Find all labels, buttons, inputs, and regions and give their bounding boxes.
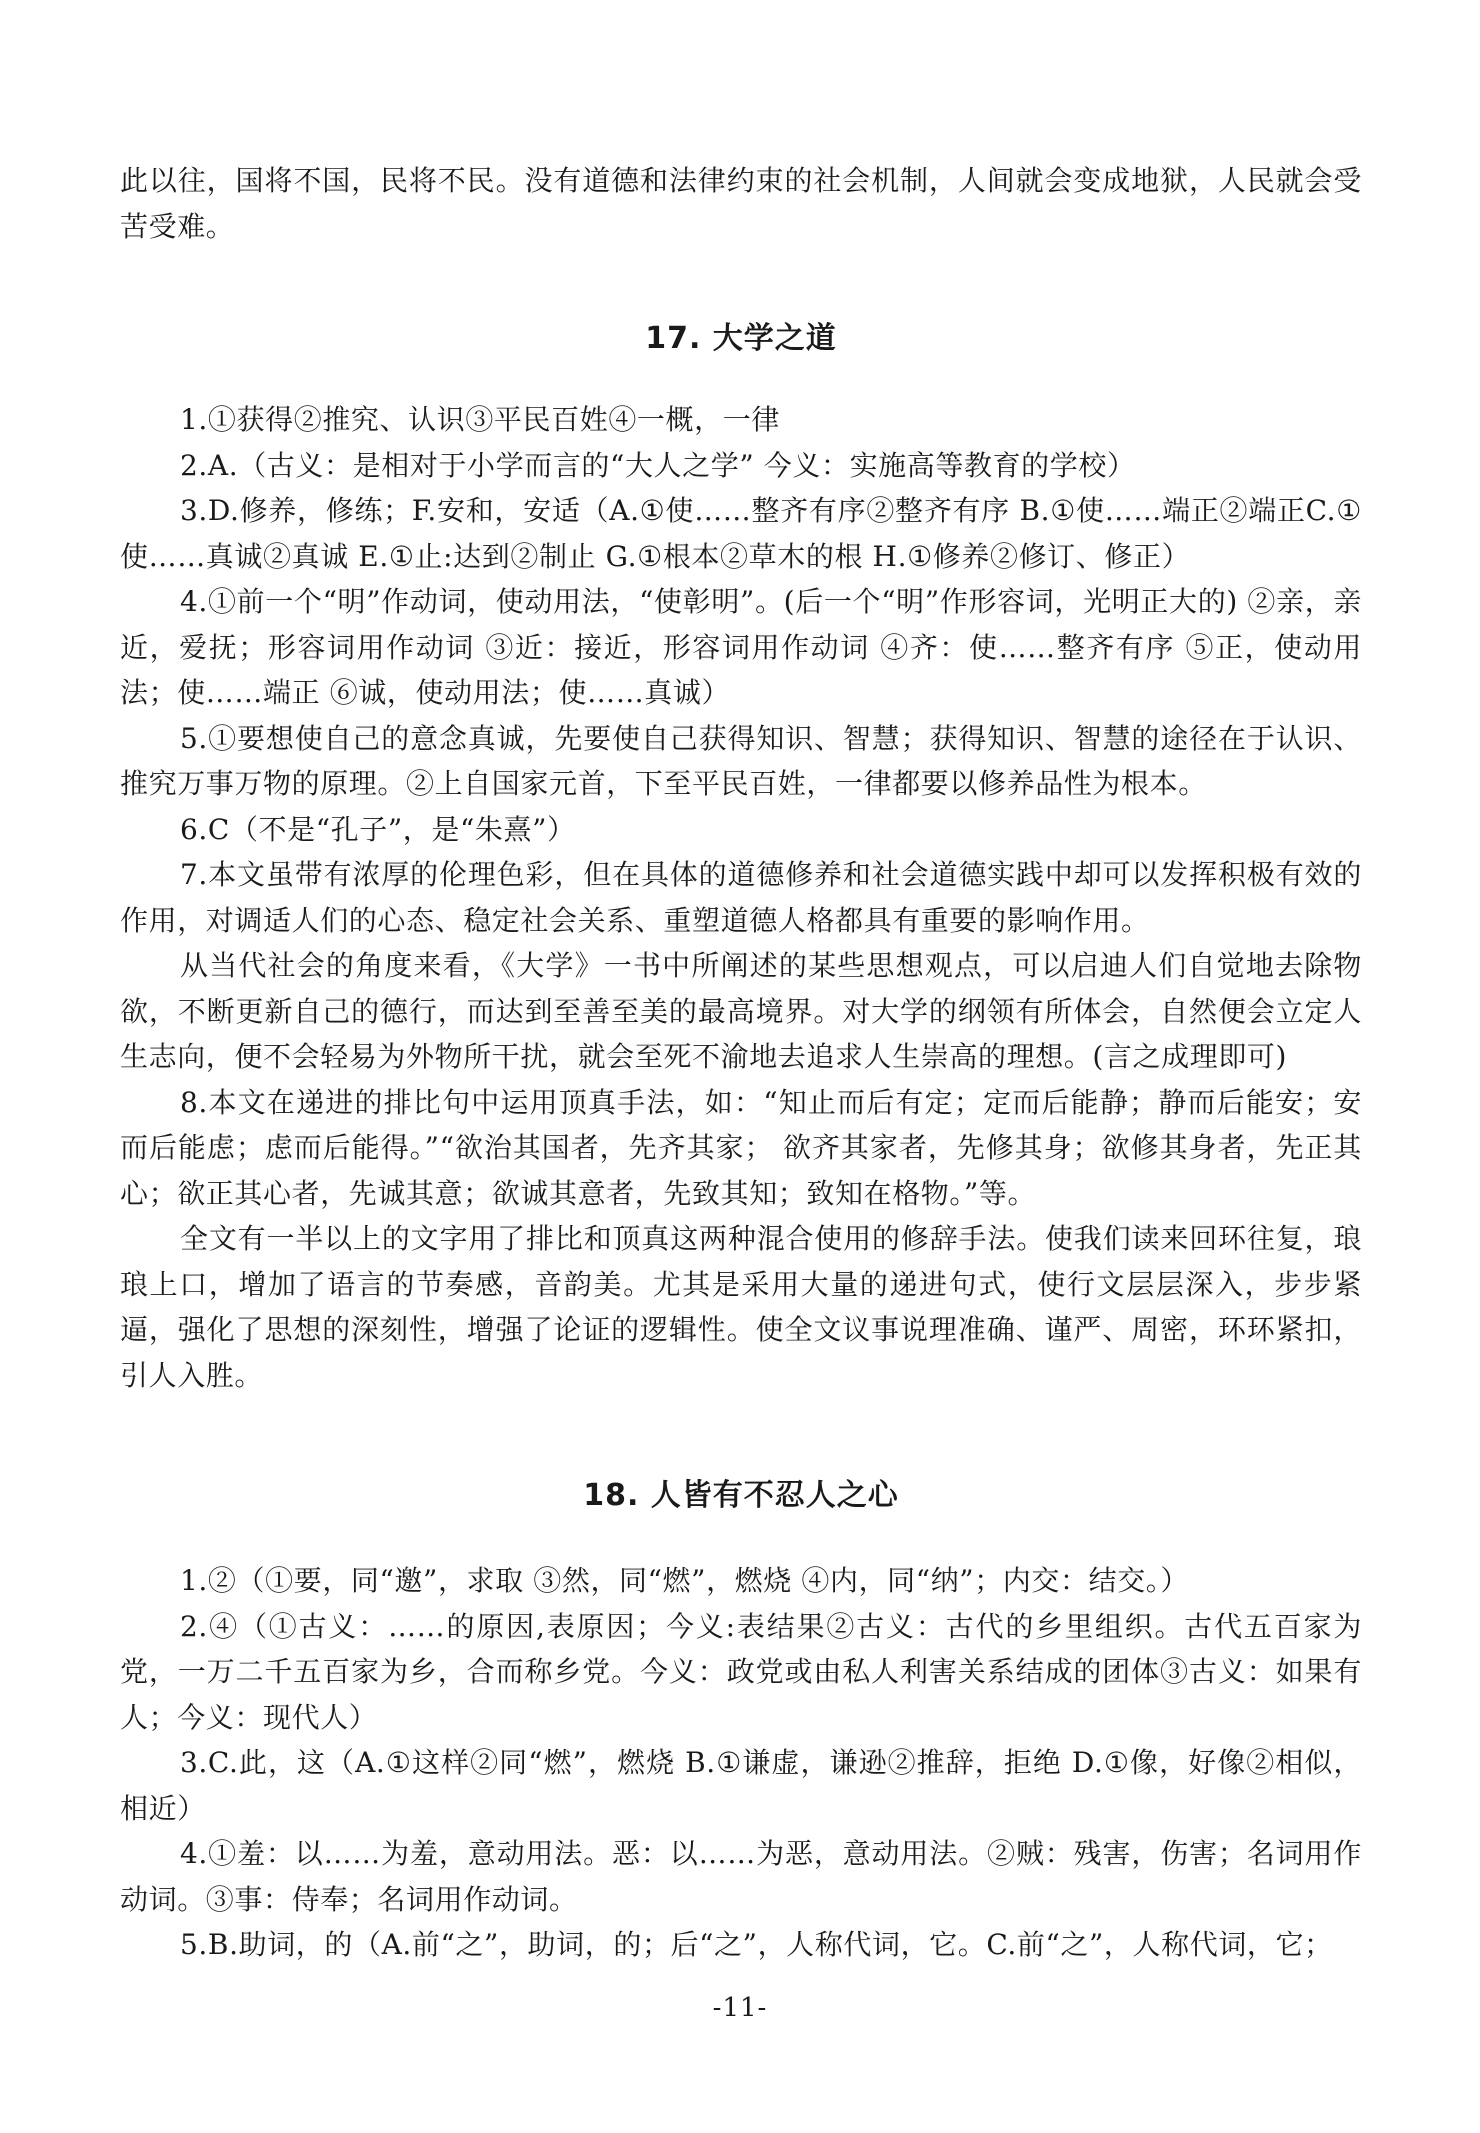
s18-answer-1: 1.②（①要，同“邀”，求取 ③然，同“燃”，燃烧 ④内，同“纳”；内交：结交。）: [180, 1564, 1190, 1597]
s17-answer-1: 1.①获得②推究、认识③平民百姓④一概，一律: [180, 403, 780, 436]
s17-answer-5: 5.①要想使自己的意念真诚，先要使自己获得知识、智慧；获得知识、智慧的途径在于认识、推究万事万物的原理。②上自国家元首，下至平民百姓，一律都要以修养品性为根本。: [120, 721, 1362, 800]
section-18-title: 18. 人皆有不忍人之心: [583, 1478, 899, 1513]
page-number: -11-: [712, 1993, 768, 2023]
section-17-title: 17. 大学之道: [645, 321, 837, 356]
s18-answer-3: 3.C.此，这（A.①这样②同“燃”，燃烧 B.①谦虚，谦逊②推辞，拒绝 D.①像，好像②相似，相近）: [120, 1746, 1362, 1825]
s17-answer-8: 8.本文在递进的排比句中运用顶真手法，如：“知止而后有定；定而后能静；静而后能安；安而后能虑；虑而后能得。”“欲治其国者，先齐其家； 欲齐其家者，先修其身；欲修其身者，先正其心；欲正其心者，先诚其意；欲诚其意者，先致其知；致知在格物。”等。: [120, 1085, 1362, 1210]
s17-answer-7: 7.本文虽带有浓厚的伦理色彩，但在具体的道德修养和社会道德实践中却可以发挥积极有效的作用，对调适人们的心态、稳定社会关系、重塑道德人格都具有重要的影响作用。: [120, 858, 1362, 937]
s17-answer-4: 4.①前一个“明”作动词，使动用法，“使彰明”。(后一个“明”作形容词，光明正大的) ②亲，亲近，爱抚；形容词用作动词 ③近：接近，形容词用作动词 ④齐：使……整齐有序 ⑤正，使动用法；使……端正 ⑥诚，使动用法；使……真诚）: [120, 585, 1362, 709]
s18-answer-2: 2.④（①古义：……的原因,表原因；今义:表结果②古义：古代的乡里组织。古代五百家为党，一万二千五百家为乡，合而称乡党。今义：政党或由私人利害关系结成的团体③古义：如果有人；今义：现代人）: [120, 1609, 1362, 1734]
s17-answer-6: 6.C（不是“孔子”，是“朱熹”）: [180, 812, 576, 846]
s17-answer-8-continued: 全文有一半以上的文字用了排比和顶真这两种混合使用的修辞手法。使我们读来回环往复，琅琅上口，增加了语言的节奏感，音韵美。尤其是采用大量的递进句式，使行文层层深入，步步紧逼，强化了思想的深刻性，增强了论证的逻辑性。使全文议事说理准确、谨严、周密，环环紧扣，引人入胜。: [120, 1222, 1362, 1392]
intro-paragraph: 此以往，国将不国，民将不民。没有道德和法律约束的社会机制，人间就会变成地狱，人民就会受苦受难。: [120, 164, 1362, 243]
s18-answer-5: 5.B.助词，的（A.前“之”，助词，的；后“之”，人称代词，它。C.前“之”，人称代词，它；: [180, 1928, 1333, 1961]
s17-answer-7-continued: 从当代社会的角度来看，《大学》一书中所阐述的某些思想观点，可以启迪人们自觉地去除物欲，不断更新自己的德行，而达到至善至美的最高境界。对大学的纲领有所体会，自然便会立定人生志向，便不会轻易为外物所干扰，就会至死不渝地去追求人生崇高的理想。(言之成理即可): [120, 949, 1362, 1073]
s17-answer-3: 3.D.修养，修练；F.安和，安适（A.①使……整齐有序②整齐有序 B.①使……端正②端正C.①使……真诚②真诚 E.①止:达到②制止 G.①根本②草木的根 H.①修养②修订、修正）: [120, 494, 1362, 573]
s17-answer-2: 2.A.（古义：是相对于小学而言的“大人之学” 今义：实施高等教育的学校）: [180, 448, 1136, 482]
s18-answer-4: 4.①羞：以……为羞，意动用法。恶：以……为恶，意动用法。②贼：残害，伤害；名词用作动词。③事：侍奉；名词用作动词。: [120, 1837, 1362, 1916]
